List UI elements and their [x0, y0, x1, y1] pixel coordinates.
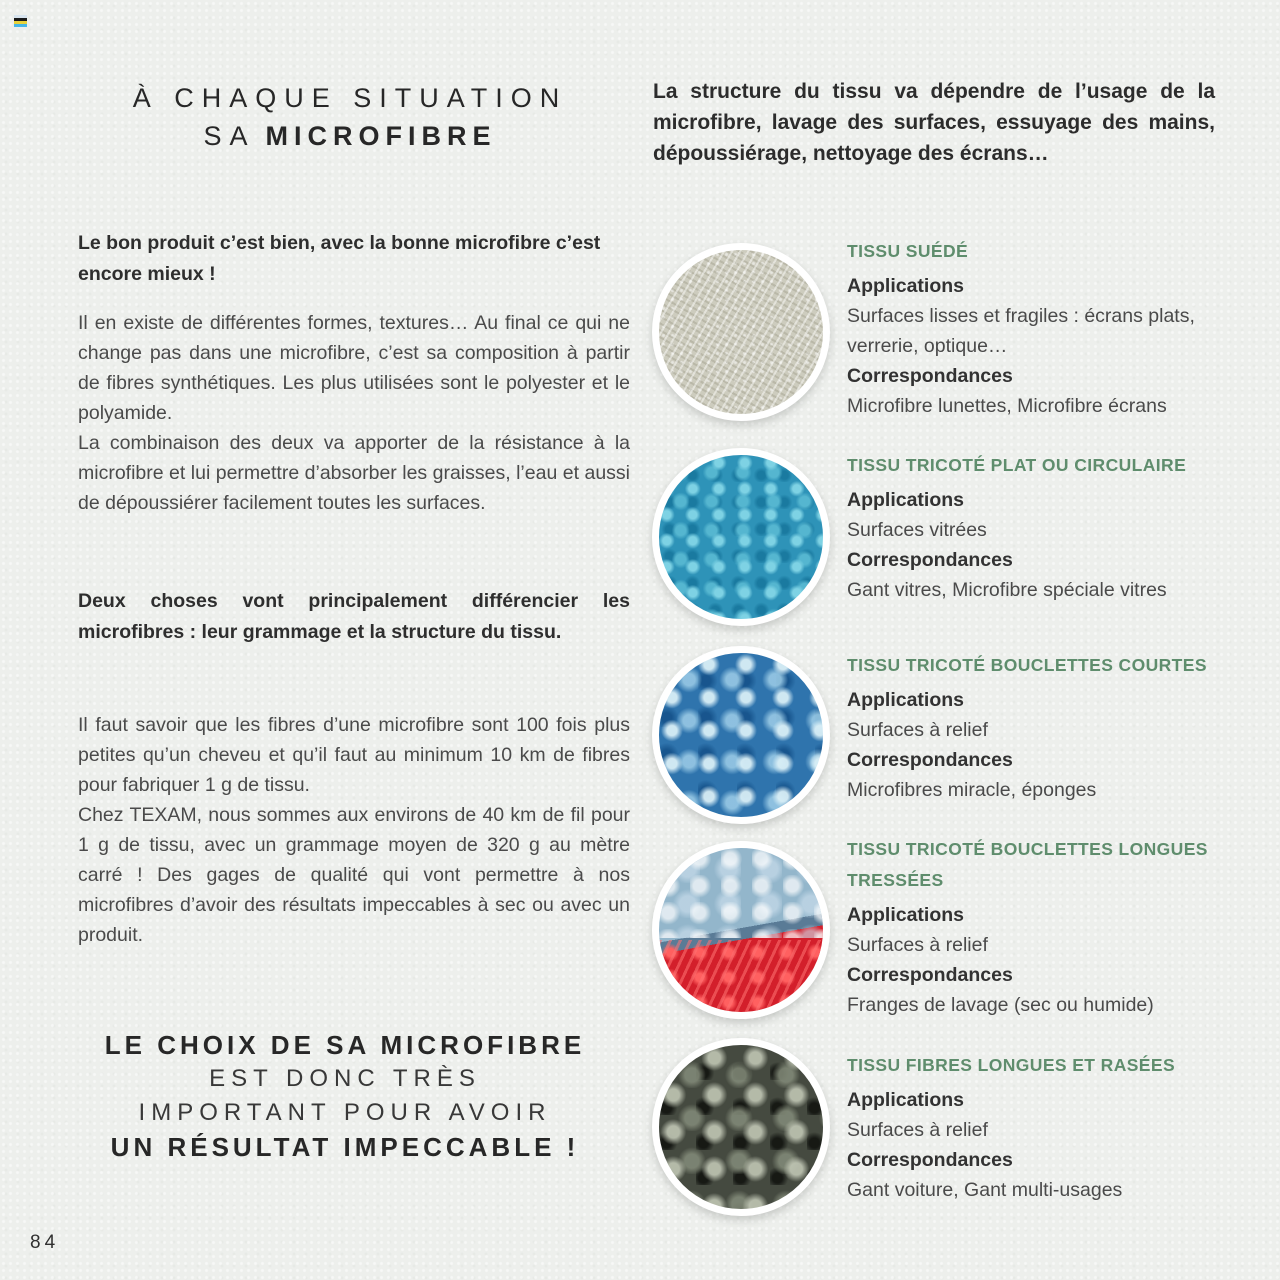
correspondances-value: Microfibre lunettes, Microfibre écrans	[847, 395, 1167, 417]
fabric-item-fibres-rasees	[847, 1050, 1222, 1205]
paragraph-fibres-b: Chez TEXAM, nous sommes aux environs de 40 km de fil pour 1 g de tissu, avec un grammage moyen de 320 g au mètre carré ! Des gages de qualité qui vont permettre à nos microfibres d’avoir des résultats impeccables à sec ou avec un produit.	[78, 804, 630, 946]
fabric-swatch-loops-image	[652, 646, 830, 824]
paragraph-forms	[78, 308, 630, 518]
print-registration-mark	[14, 15, 27, 27]
fabric-swatch-suede-image	[652, 243, 830, 421]
page-title-line1: À CHAQUE SITUATION	[132, 83, 568, 113]
closing-line2: EST DONC TRÈS	[209, 1065, 481, 1092]
applications-label: Applications	[847, 275, 965, 297]
fabric-swatch-knit-image	[652, 448, 830, 626]
applications-label: Applications	[847, 489, 965, 511]
correspondances-value: Gant vitres, Microfibre spéciale vitres	[847, 579, 1167, 601]
fabric-item-suede	[847, 236, 1222, 421]
fabric-title: TISSU TRICOTÉ BOUCLETTES LONGUES TRESSÉES	[847, 839, 1208, 890]
applications-value: Surfaces à relief	[847, 934, 988, 956]
fabric-item-tricote-plat	[847, 450, 1222, 605]
paragraph-forms-a: Il en existe de différentes formes, textures… Au final ce qui ne change pas dans une microfibre, c’est sa composition à partir de fibres synthétiques. Les plus utilisées sont le polyester et le polyamide.	[78, 312, 630, 424]
closing-statement	[55, 1028, 635, 1164]
emphasis-paragraph: Deux choses vont principalement différencier les microfibres : leur grammage et la structure du tissu.	[78, 590, 630, 643]
correspondances-label: Correspondances	[847, 365, 1013, 387]
fabric-swatch-braided-image	[652, 841, 830, 1019]
page-title-line2-regular: SA	[203, 121, 256, 151]
applications-label: Applications	[847, 1089, 965, 1111]
paragraph-forms-b: La combinaison des deux va apporter de la résistance à la microfibre et lui permettre d’absorber les graisses, l’eau et aussi de dépoussiérer facilement toutes les surfaces.	[78, 432, 630, 514]
paragraph-fibres	[78, 710, 630, 950]
closing-line4: UN RÉSULTAT IMPECCABLE !	[110, 1132, 580, 1162]
fabric-title: TISSU SUÉDÉ	[847, 241, 969, 261]
fabric-swatch-moss-image	[652, 1038, 830, 1216]
correspondances-value: Microfibres miracle, éponges	[847, 779, 1097, 801]
page-title-line2-bold: MICROFIBRE	[265, 121, 497, 151]
fabric-title: TISSU TRICOTÉ BOUCLETTES COURTES	[847, 655, 1207, 675]
lead-paragraph: Le bon produit c’est bien, avec la bonne microfibre c’est encore mieux !	[78, 232, 601, 285]
closing-line1: LE CHOIX DE SA MICROFIBRE	[104, 1030, 586, 1060]
fabric-item-bouclettes-courtes	[847, 650, 1222, 805]
closing-line3: IMPORTANT POUR AVOIR	[138, 1099, 552, 1126]
fabric-title: TISSU FIBRES LONGUES ET RASÉES	[847, 1055, 1176, 1075]
fabric-item-bouclettes-longues	[847, 834, 1222, 1020]
applications-value: Surfaces à relief	[847, 719, 988, 741]
applications-label: Applications	[847, 689, 965, 711]
page-title	[70, 80, 630, 154]
applications-value: Surfaces lisses et fragiles : écrans plats, verrerie, optique…	[847, 305, 1195, 357]
correspondances-label: Correspondances	[847, 1149, 1013, 1171]
correspondances-label: Correspondances	[847, 749, 1013, 771]
correspondances-label: Correspondances	[847, 549, 1013, 571]
applications-label: Applications	[847, 904, 965, 926]
page-number: 84	[30, 1232, 60, 1253]
correspondances-label: Correspondances	[847, 964, 1013, 986]
fabric-title: TISSU TRICOTÉ PLAT OU CIRCULAIRE	[847, 455, 1187, 475]
page-title-line2	[70, 118, 630, 154]
applications-value: Surfaces à relief	[847, 1119, 988, 1141]
applications-value: Surfaces vitrées	[847, 519, 987, 541]
intro-paragraph: La structure du tissu va dépendre de l’usage de la microfibre, lavage des surfaces, essuyage des mains, dépoussiérage, nettoyage des écrans…	[653, 80, 1215, 165]
correspondances-value: Franges de lavage (sec ou humide)	[847, 994, 1154, 1016]
correspondances-value: Gant voiture, Gant multi-usages	[847, 1179, 1123, 1201]
registration-stripe	[14, 24, 27, 27]
paragraph-fibres-a: Il faut savoir que les fibres d’une microfibre sont 100 fois plus petites qu’un cheveu et qu’il faut au minimum 10 km de fibres pour fabriquer 1 g de tissu.	[78, 714, 630, 796]
